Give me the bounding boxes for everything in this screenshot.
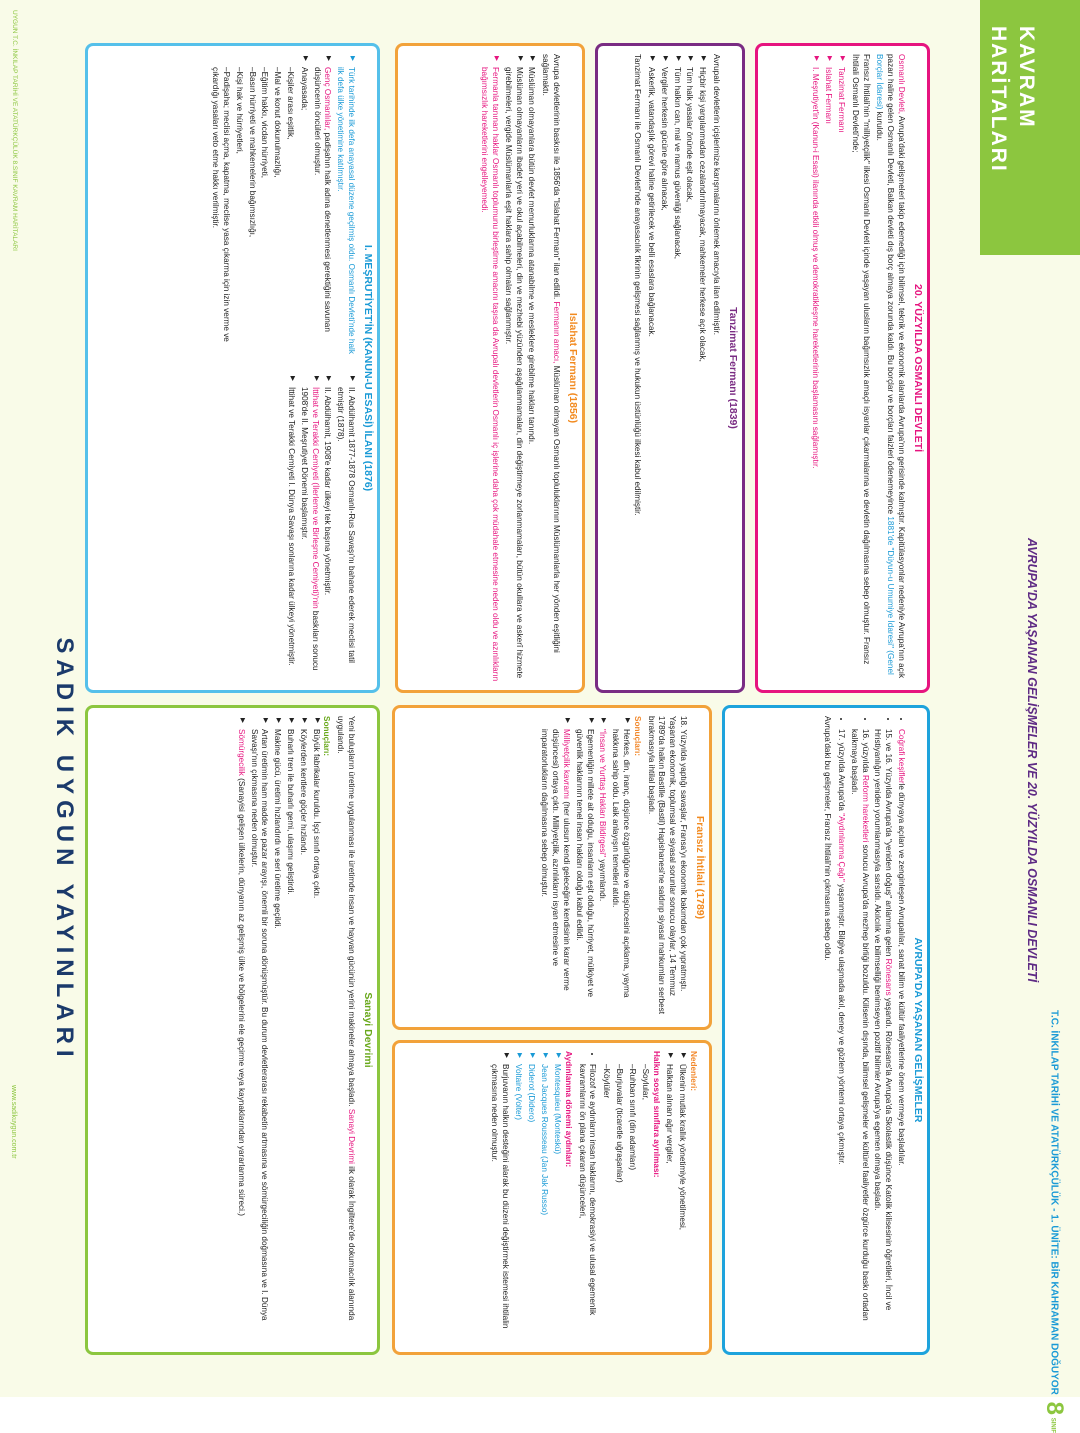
tanzimat-title: Tanzimat Fermanı (1839) xyxy=(727,307,739,429)
osmanli-p1 xyxy=(874,54,906,682)
avrupa-b3-b: sonucu Avrupa'da mezhep birliği bozuldu. Kilisenin dışında, bilimsel gelişmeler ve kültürel faaliyetler özgürce kurduğu baskı ortadan kalkmaya başladı. xyxy=(849,729,870,1321)
avrupa-bullet-4 xyxy=(835,729,846,1344)
fransiz-sonuclar-label: Sonuçları: xyxy=(632,716,642,757)
class-item: – Köylüler xyxy=(600,1064,611,1344)
islahat-sonuc: ▶ Fermanla tanınan haklar Osmanlı toplumunu birleştirme amacını taşısa da Avrupalı devletlerin Osmanlı iç işlerine daha çok müdahale etmesine neden oldu ve azınlıkların bağımsızlık hareketlerini engelleyemedi. xyxy=(478,67,500,682)
sanayi-item: ▶ Büyük fabrikalar kuruldu. İşçi sınıfı ortaya çıktı. xyxy=(310,729,321,1344)
class-item: – Soylular, xyxy=(639,1064,650,1344)
aydin-item: ▶ Montesquieu (Monteskü) xyxy=(551,1064,562,1344)
series-title: UYGUN T.C. İNKILAP TARİHİ VE ATATÜRKÇÜLÜK 8.SINIF KAVRAM HARİTALARI xyxy=(11,10,18,251)
mesrutiyet-r1: ▶ II. Abdülhamit 1877-1878 Osmanlı-Rus Savaşı'nı bahane ederek meclisi tatil etmiştir (1878). xyxy=(334,387,356,682)
sanayi-sonuclar-label: Sonuçları: xyxy=(322,716,332,757)
sanayi-item: ▶ Makine gücü, üretimi hızlandırdı ve seri üretime geçildi. xyxy=(271,729,282,1344)
genc-osmanlilar-keyword: Genç Osmanlılar, xyxy=(323,67,333,131)
bildirge-text: yayımlandı. xyxy=(598,857,608,902)
course-title: T.C. İNKILAP TARİHİ VE ATATÜRKÇÜLÜK - 1. ÜNİTE: BİR KAHRAMAN DOĞUYOR xyxy=(1048,1010,1060,1395)
tanzimat-item: ▶ Vergiler herkesin gücüne göre alınacak, xyxy=(658,67,669,682)
right-item: – Mal ve konut dokunulmazlığı, xyxy=(271,67,282,362)
aydin-item: ▶ Jean Jacques Rousseau (Jan Jak Russo) xyxy=(538,1064,549,1344)
avrupa-bullet-1 xyxy=(895,729,906,1344)
tanzimat-intro: Avrupalı devletlerin içişlerimize karışmalarını önlemek amacıyla ilan edilmiştir. xyxy=(712,54,722,336)
avrupa-b4-b: yaşanmıştır. Bilgiye ulaşmada akıl, deney ve gözlem yöntemi ortaya çıkmıştır. xyxy=(837,881,846,1165)
osmanli-title: 20. YÜZYILDA OSMANLI DEVLETİ xyxy=(912,283,924,453)
genc-osmanlilar-text: padişahın halk adına denetlenmesi gerektiğini savunan düşüncenin öncüleri olmuştur. xyxy=(312,67,333,332)
class-item: – Burjuvalar (ticaretle uğraşanlar) xyxy=(613,1064,624,1344)
mesrutiyet-box xyxy=(85,43,380,693)
avrupa-closing: Avrupa'daki bu gelişmeler, Fransız İhtilali'nin çıkmasına sebep oldu. xyxy=(823,716,833,961)
publisher-url[interactable]: www.sadikuygun.com.tr xyxy=(10,1085,17,1159)
osmanli-keyword: Osmanlı Devleti, xyxy=(897,54,907,115)
osmanli-p1-a: Avrupa'daki gelişmeleri takip edemediği için bilimsel, teknik ve ekonomik alanlarda Avrupa'nın gerisinde kalmıştır. Kapitülasyonlar nedeniyle Avrupa'nın açık pazarı haline gelen Osmanlı Devleti, Balkan devleti dış borç almaya zorunda kaldı. Bu borçlar ve borçları faizleri ödenemeyince xyxy=(886,54,907,679)
mesrutiyet-right-col xyxy=(206,374,356,682)
right-item: – Basın hürriyeti ve mahkemelerin bağımsızlığı, xyxy=(246,67,257,362)
avrupa-b1-keyword: Coğrafi keşifler xyxy=(897,729,907,784)
sanayi-keyword: Sanayi Devrimi xyxy=(347,1108,357,1164)
avrupa-b2-keyword: Rönesans xyxy=(884,958,894,996)
sanayi-item: ▶ Artan üretimin ham madde ve pazar arayışı, önemli bir soruna dönüşmüştür. Bu durum devletlerarası rekabetin artmasına ve sömürgeciliğin doğmasına ve I. Dünya Savaşı'nın çıkmasına neden olmuştur. xyxy=(248,729,270,1344)
avrupa-b4-keyword: "Aydınlanma Çağı" xyxy=(837,813,846,882)
aydin-item: ▶ Diderot (Didero) xyxy=(525,1064,536,1344)
neden-1: ▶ Ülkenin mutlak krallık yönetimiyle yönetilmesi, xyxy=(676,1064,687,1344)
neden-2: ▶ Halktan alınan ağır vergiler, xyxy=(664,1064,675,1344)
avrupa-b3-keyword: Reform hareketleri xyxy=(860,774,870,843)
aydin-label: Aydınlanma dönemi aydınları: xyxy=(563,1051,573,1168)
osmanli-p1-b: kuruldu. xyxy=(875,109,885,141)
grade-number: 8 xyxy=(1041,1401,1068,1415)
osmanli-box xyxy=(755,43,930,693)
fransiz-sonuc-2 xyxy=(597,729,608,1019)
osmanli-list-item: ▶ I. Meşrutiyet'in (Kanun-i Esasi) ilanında etkili olmuş ve demokratikleşme hareketlerinin başlamasını sağlamıştır. xyxy=(810,67,821,682)
islahat-title: Islahat Fermanı (1856) xyxy=(567,312,579,424)
islahat-box xyxy=(395,43,585,693)
avrupa-b2-b: yaşandı. Rönesans'la Avrupa'da Skolastik düşünce Katolik kilisesinin öğretileri, İncil ve Hristiyanlığın yeniden yorumlanmasıyla sarsıldı. Akılcılık ve bilimselliği benimseyen pozitif bilimler Avrupa'ya egemen olmaya başladı. xyxy=(873,729,894,1311)
felsefe-text: • Filozof ve aydınların insan haklarını, demokrasiyi ve ulusal egemenlik kavramlarını ön plana çıkaran düşünceleri, xyxy=(576,1064,598,1344)
mesrutiyet-r2: ▶ II. Abdülhamit, 1908'e kadar ülkeyi tek başına yönetmiştir. xyxy=(322,387,333,682)
osmanli-list-item: ▶ Tanzimat Fermanı xyxy=(835,67,846,682)
avrupa-b3-a: 16. yüzyılda xyxy=(860,729,870,775)
kavram-haritalari-banner xyxy=(980,0,1080,255)
tanzimat-box xyxy=(595,43,745,693)
fransiz-sonuc-3: ▶ Egemenliğin millete ait olduğu, insanların eşit olduğu, hürriyet, mülkiyet ve güvenlik haklarının temel insan hakları olduğu kabul edildi. xyxy=(573,729,595,1019)
tanzimat-item: ▶ Hiçbir kişi yargılanmadan cezalandırılmayacak, mahkemeler herkese açık olacak, xyxy=(696,67,707,682)
tanzimat-item: ▶ Askerlik, vatandaşlık görevi haline getirilecek ve belli esaslara bağlanacak. xyxy=(645,67,656,682)
mesrutiyet-title: I. MEŞRUTİYET'İN (KANUN-U ESASİ) İLANI (1876) xyxy=(362,244,374,492)
avrupa-b2-a: 15. ve 16. Yüzyılda Avrupa'da "yeniden doğuş" anlamına gelen xyxy=(884,729,894,959)
mesrutiyet-r4: ▶ İttihat ve Terakki Cemiyeti I. Dünya Savaşı sonlarına kadar ülkeyi yönetmiştir. xyxy=(285,387,296,682)
fransiz-ihtilali-box xyxy=(392,705,712,1030)
avrupa-b1-text: le dünyaya açılan ve zenginleşen Avrupalılar, sanat bilim ve kültür faaliyetlerine önem vermeye başladılar. xyxy=(897,783,907,1166)
tanzimat-item: ▶ Tüm halkın can, mal ve namus güvenliği sağlanacak, xyxy=(671,67,682,682)
sanayi-intro-a: Yeni buluşların üretime uygulanması ile üretimde insan ve hayvan gücünün yerini makineler almaya başladı. xyxy=(347,716,357,1109)
osmanli-list-item: ▶ Islahat Fermanı xyxy=(822,67,833,682)
sanayi-devrimi-box xyxy=(85,705,380,1355)
mesrutiyet-left-col xyxy=(206,54,356,362)
aydin-item: ▶ Voltaire (Volter) xyxy=(513,1064,524,1344)
course-header xyxy=(1038,1010,1070,1433)
ittihat-keyword: İttihat ve Terakki Cemiyeti (İlerleme ve Birleşme Cemiyeti)'nin xyxy=(310,387,320,609)
sanayi-intro-b: ilk olarak İngiltere'de dokumacılık alanında uygulandı. xyxy=(336,716,357,1321)
nedenleri-label: Nedenleri: xyxy=(689,1051,698,1092)
mesrutiyet-r3 xyxy=(298,387,320,682)
somurgecilik-text: (Sanayisi gelişen ülkelerin, dünyanın az gelişmiş ülke ve bölgelerini ele geçirme veya kaynaklarından yararlanma süreci.) xyxy=(236,775,246,1216)
right-item: – Padişaha; meclisi açma, kapatma, meclise yasa çıkarma için izin verme ve çıkardığı yasaları veto etme hakkı verilmiştir. xyxy=(209,67,231,362)
fransiz-title: Fransız İhtilali (1789) xyxy=(694,815,706,920)
fransiz-sonuc-1: ▶ Herkes, din, inanç, düşünce özgürlüğüne ve düşüncesini açıklama, yayma hakkına sahip oldu. Laik anlayışın temelleri atıldı. xyxy=(609,729,631,1019)
mesrutiyet-l1: ▶ Türk tarihinde ilk defa anayasal düzene geçilmiş oldu. Osmanlı Devleti'nde halk ilk defa ülke yönetimine katılmıştır. xyxy=(334,67,356,362)
class-item: – Ruhban sınıfı (din adamları) xyxy=(626,1064,637,1344)
grade-label: SINIF xyxy=(1049,1417,1056,1433)
avrupa-title: AVRUPA'DA YAŞANAN GELİŞMELER xyxy=(912,937,924,1123)
islahat-item: ▶ Müslüman olmayanlara bütün devlet memurluklarına atanabilme ve mesleklere girebilme hakları tanındı. xyxy=(526,67,537,682)
milliyetcilik-text: (her ulusun kendi geleceğine kendisinin karar verme düşüncesi) ortaya çıktı. Milliyetçilik, azınlıkların isyan etmesine ve imparatorlukların dağılmasına sebep olmuştur. xyxy=(540,729,571,991)
fransiz-nedenler-box xyxy=(392,1040,712,1355)
right-item: – Eğitim hakkı, vicdan hürriyeti, xyxy=(259,67,270,362)
sanayi-intro xyxy=(334,716,356,1344)
ittihat-text: baskıları sonucu 1908'de II. Meşrutiyet Dönemi başlamıştır. xyxy=(299,387,320,671)
burjuva-text: ▶ Burjuvanın halkın desteğini alarak bu düzeni değiştirmek istemesi ihtilalin çıkmasına neden olmuştur. xyxy=(488,1064,510,1344)
duyun-keyword: 1881'de "Düyun-u Umumiye İdaresi" (Genel Borçlar İdaresi) xyxy=(875,54,896,675)
islahat-keyword: Fermanın amacı, xyxy=(552,301,562,364)
bildirge-keyword: "İnsan ve Yurttaş Hakları Bildirgesi" xyxy=(598,729,608,858)
islahat-intro xyxy=(539,54,561,682)
tanzimat-item: ▶ Tüm halk yasalar önünde eşit olacak, xyxy=(684,67,695,682)
avrupa-bullet-2 xyxy=(872,729,894,1344)
publisher-brand: SADIK UYGUN YAYINLARI xyxy=(51,637,78,1063)
avrupa-bullet-3 xyxy=(848,729,870,1344)
somurgecilik-keyword: Sömürgecilik xyxy=(236,729,246,776)
sanayi-item: ▶ Köylerden kentlere göçler hızlandı. xyxy=(297,729,308,1344)
mesrutiyet-l3: ▶ Anayasada; xyxy=(298,67,309,362)
islahat-item: ▶ Müslüman olmayanların ibadet yeri ve okul açabilmeleri, din ve mezhebi yüzünden aşağılanmamaları, din değiştirmeye zorlanmamaları, bütün okullara ve askerî hizmete girebilmeleri, vergide Müslümanlarla eşit haklara sahip olmaları sağlanmıştır. xyxy=(502,67,524,682)
main-title: AVRUPA'DA YAŞANAN GELİŞMELER VE 20. YÜZYILDA OSMANLI DEVLETİ xyxy=(1025,538,1039,982)
right-item: – Kişiler arası eşitlik, xyxy=(284,67,295,362)
avrupa-box xyxy=(722,705,930,1355)
milliyetcilik-keyword: Milliyetçilik kavramı xyxy=(561,729,571,800)
right-item: – Kişi hak ve hürriyetleri, xyxy=(233,67,244,362)
fransiz-intro: 18. Yüzyılda yaptığı savaşlar, Fransa'yı ekonomik bakımdan çok yıpratmıştı. Yaşanan ekonomik, toplumsal ve siyasal sorunlar sonucu olaylar, 14 Temmuz 1789'da halkın Bastille (Bastil) Hapishanesi'ne saldırıp siyasal mahkumları serbest bırakmasıyla ihtilal başladı. xyxy=(646,716,689,1015)
osmanli-p2: Fransız İhtilali'nin "milliyetçilik" ilkesi Osmanlı Devleti içinde yaşayan ulusların bağımsızlık amaçlı isyanlar çıkarmalarına ve devletin dağılmasına sebep olmuştur. Fransız İhtilali Osmanlı Devleti'nde; xyxy=(850,54,871,665)
islahat-intro-b: Müslüman olmayan Osmanlı topluluklarının Müslümanlarla her yönden eşitliğini sağlamaktı. xyxy=(541,54,562,653)
halkin-label: Halkın sosyal sınıflara ayrılması: xyxy=(651,1051,661,1178)
tanzimat-closing: Tanzimat Fermanı ile Osmanlı Devleti'nde anayasacılık fikrinin gelişmesi sağlanmış ve hukukun üstünlüğü ilkesi kabul edilmiştir. xyxy=(633,54,643,516)
sanayi-item: ▶ Buharlı tren ile buharlı gemi, ulaşımı geliştirdi. xyxy=(284,729,295,1344)
fransiz-sonuc-4 xyxy=(538,729,570,1019)
banner-title: KAVRAM HARİTALARI xyxy=(987,26,1038,173)
somurgecilik-item xyxy=(235,729,246,1344)
sanayi-title: Sanayi Devrimi xyxy=(362,992,374,1068)
avrupa-b4-a: 17. yüzyılda Avrupa'da xyxy=(837,729,846,814)
mesrutiyet-l2 xyxy=(311,67,333,362)
islahat-intro-a: Avrupa devletlerinin baskısı ile 1856'da "Islahat Fermanı" ilan edildi. xyxy=(552,54,562,302)
